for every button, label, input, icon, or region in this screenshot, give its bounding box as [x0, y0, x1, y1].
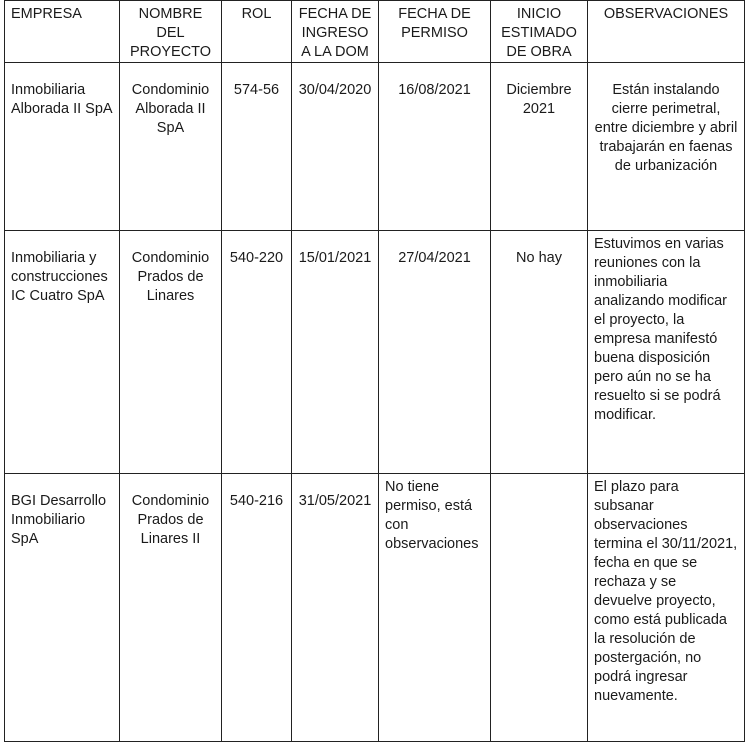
- cell-nombre: Condominio Prados de Linares II: [120, 474, 222, 742]
- cell-observaciones: El plazo para subsanar observaciones termina el 30/11/2021, fecha en que se rechaza y se devuelve proyecto, como está publicada la resolución de postergación, no podrá ingresar nuevamente.: [588, 474, 745, 742]
- cell-rol: 540-220: [222, 231, 292, 474]
- cell-fecha-permiso: No tiene permiso, está con observaciones: [379, 474, 491, 742]
- cell-observaciones: Están instalando cierre perimetral, entre diciembre y abril trabajarán en faenas de urbanización: [588, 63, 745, 231]
- header-fecha-permiso: FECHA DE PERMISO: [379, 1, 491, 63]
- header-rol: ROL: [222, 1, 292, 63]
- cell-fecha-ingreso: 31/05/2021: [292, 474, 379, 742]
- table-row: [5, 474, 745, 742]
- cell-empresa: Inmobiliaria Alborada II SpA: [5, 63, 120, 231]
- cell-fecha-ingreso: 15/01/2021: [292, 231, 379, 474]
- cell-nombre: Condominio Alborada II SpA: [120, 63, 222, 231]
- cell-fecha-permiso: 16/08/2021: [379, 63, 491, 231]
- header-inicio: INICIO ESTIMADO DE OBRA: [491, 1, 588, 63]
- cell-fecha-ingreso: 30/04/2020: [292, 63, 379, 231]
- cell-fecha-permiso: 27/04/2021: [379, 231, 491, 474]
- cell-empresa: BGI Desarrollo Inmobiliario SpA: [5, 474, 120, 742]
- cell-inicio: Diciembre 2021: [491, 63, 588, 231]
- header-empresa: EMPRESA: [5, 1, 120, 63]
- table-row: [5, 63, 745, 231]
- cell-rol: 574-56: [222, 63, 292, 231]
- header-nombre: NOMBRE DEL PROYECTO: [120, 1, 222, 63]
- cell-inicio: [491, 474, 588, 742]
- cell-empresa: Inmobiliaria y construcciones IC Cuatro SpA: [5, 231, 120, 474]
- header-row: [5, 1, 745, 63]
- table-row: [5, 231, 745, 474]
- header-fecha-ingreso: FECHA DE INGRESO A LA DOM: [292, 1, 379, 63]
- cell-rol: 540-216: [222, 474, 292, 742]
- cell-inicio: No hay: [491, 231, 588, 474]
- header-observaciones: OBSERVACIONES: [588, 1, 745, 63]
- projects-table: [4, 0, 745, 742]
- cell-nombre: Condominio Prados de Linares: [120, 231, 222, 474]
- cell-observaciones: Estuvimos en varias reuniones con la inmobiliaria analizando modificar el proyecto, la empresa manifestó buena disposición pero aún no se ha resuelto si se podrá modificar.: [588, 231, 745, 474]
